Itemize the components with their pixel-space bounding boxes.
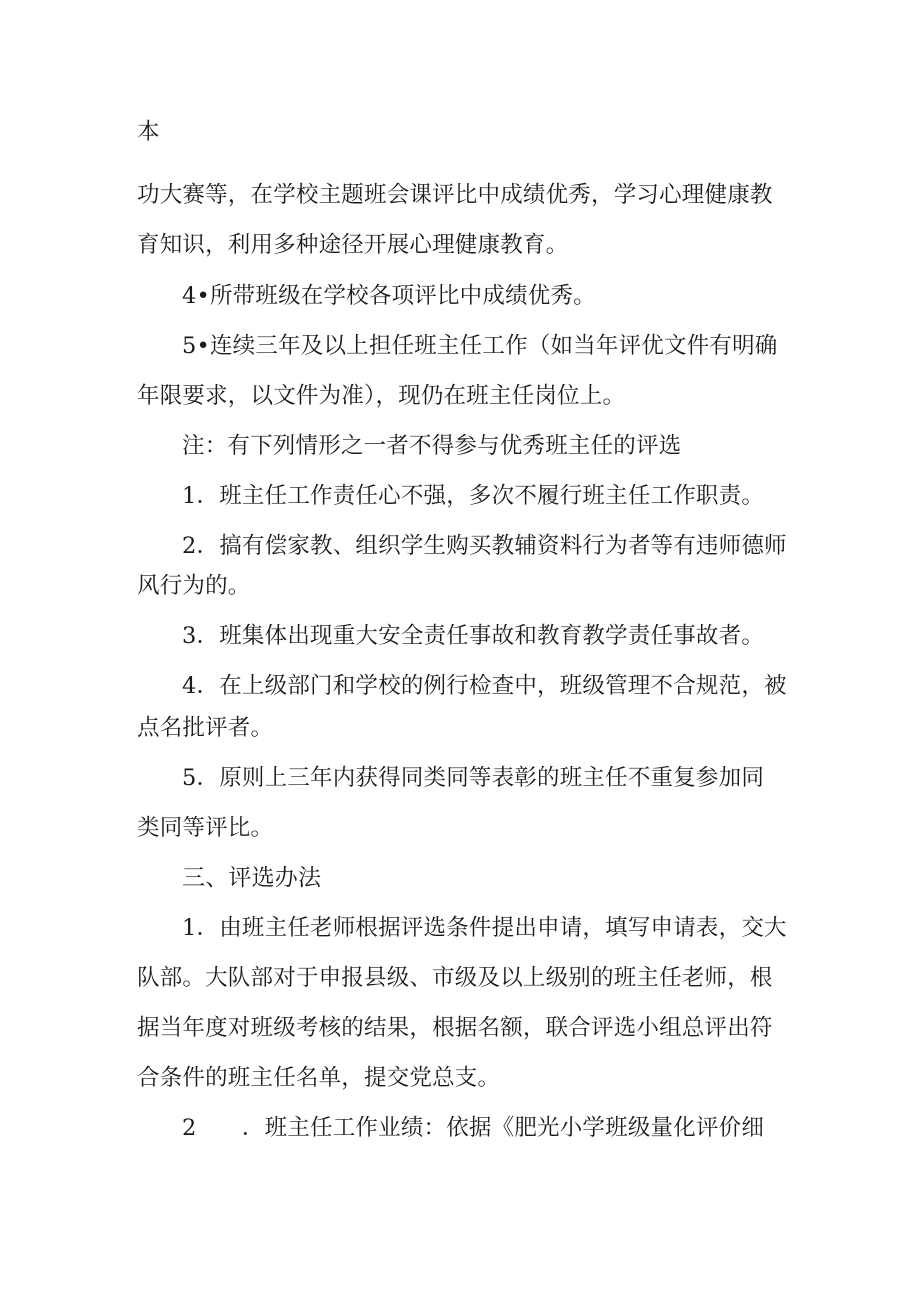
exclusion-item-5-line-2: 类同等评比。 bbox=[137, 815, 274, 841]
method-item-2-line-1: 2 ．班主任工作业绩：依据《肥光小学班级量化评价细 bbox=[182, 1115, 765, 1141]
exclusion-item-1: 1．班主任工作责任心不强，多次不履行班主任工作职责。 bbox=[182, 483, 765, 509]
method-item-1-line-1: 1．由班主任老师根据评选条件提出申请，填写申请表，交大 bbox=[182, 915, 787, 941]
method-item-1-line-2: 队部。大队部对于申报县级、市级及以上级别的班主任老师，根 bbox=[137, 965, 773, 991]
exclusion-item-3: 3．班集体出现重大安全责任事故和教育教学责任事故者。 bbox=[182, 623, 765, 649]
criteria-item-4: 4•所带班级在学校各项评比中成绩优秀。 bbox=[182, 283, 596, 309]
text-line-paragraph-1-line-1: 功大赛等，在学校主题班会课评比中成绩优秀，学习心理健康教 bbox=[137, 182, 773, 208]
section-heading-evaluation-method: 三、评选办法 bbox=[182, 865, 322, 891]
note-heading: 注：有下列情形之一者不得参与优秀班主任的评选 bbox=[182, 433, 682, 459]
exclusion-item-5-line-1: 5．原则上三年内获得同类同等表彰的班主任不重复参加同 bbox=[182, 765, 765, 791]
method-item-1-line-4: 合条件的班主任名单，提交党总支。 bbox=[137, 1065, 501, 1091]
criteria-item-5-line-1: 5•连续三年及以上担任班主任工作（如当年评优文件有明确 bbox=[182, 333, 778, 359]
criteria-item-5-line-2: 年限要求，以文件为准），现仍在班主任岗位上。 bbox=[137, 383, 626, 409]
exclusion-item-4-line-1: 4．在上级部门和学校的例行检查中，班级管理不合规范，被 bbox=[182, 673, 787, 699]
text-line-fragment: 本 bbox=[137, 119, 160, 145]
exclusion-item-2-line-1: 2．搞有偿家教、组织学生购买教辅资料行为者等有违师德师 bbox=[182, 533, 787, 559]
exclusion-item-4-line-2: 点名批评者。 bbox=[137, 715, 274, 741]
exclusion-item-2-line-2: 风行为的。 bbox=[137, 573, 251, 599]
method-item-1-line-3: 据当年度对班级考核的结果，根据名额，联合评选小组总评出符 bbox=[137, 1015, 773, 1041]
text-line-paragraph-1-line-2: 育知识，利用多种途径开展心理健康教育。 bbox=[137, 232, 569, 258]
